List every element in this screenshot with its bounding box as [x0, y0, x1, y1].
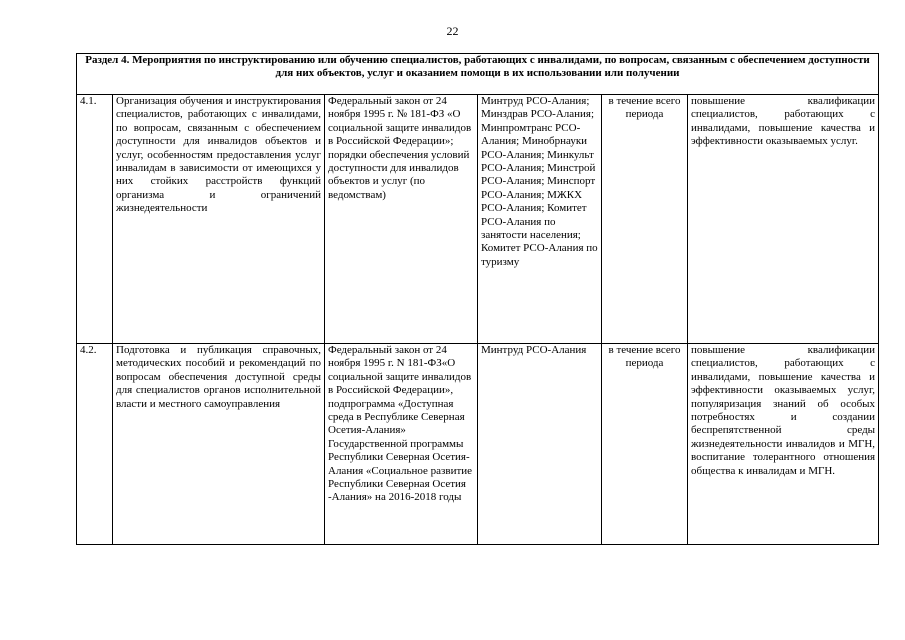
responsible-cell: Минтруд РСО-Алания — [478, 344, 602, 545]
period-cell: в течение всего периода — [602, 95, 688, 344]
page-number: 22 — [446, 24, 459, 38]
period-cell: в течение всего периода — [602, 344, 688, 545]
responsible-cell: Минтруд РСО-Алания; Минздрав РСО-Алания; Минпромтранс РСО-Алания; Минобрнауки РСО-Алания; Минкульт РСО-Алания; Минстрой РСО-Алания; Минспорт РСО-Алания; МЖКХ РСО-Алания; Комитет РСО-Алания по занятости населения; Комитет РСО-Алания по туризму — [478, 95, 602, 344]
table-row — [77, 95, 879, 344]
activity-cell: Организация обучения и инструктирования специалистов, работающих с инвалидами, по вопросам, связанным с обеспечением доступности для инвалидов объектов и услуг, особенностям предоставления услуг инвалидам в зависимости от имеющихся у них стойких расстройств функций организма и ограничений жизнедеятельности — [113, 95, 325, 344]
result-cell: повышение квалификации специалистов, работающих с инвалидами, повышение качества и эффективности оказываемых услуг, популяризация знаний об особых потребностях и создании беспрепятственной среды жизнедеятельности инвалидов и МГН, воспитание толерантного отношения общества к инвалидам и МГН. — [688, 344, 879, 545]
activity-cell: Подготовка и публикация справочных, методических пособий и рекомендаций по вопросам обеспечения доступной среды для специалистов органов исполнительной власти и местного самоуправления — [113, 344, 325, 545]
row-number: 4.1. — [77, 95, 113, 344]
row-number: 4.2. — [77, 344, 113, 545]
measures-table — [76, 53, 879, 545]
result-cell: повышение квалификации специалистов, работающих с инвалидами, повышение качества и эффективности оказываемых услуг. — [688, 95, 879, 344]
legal-basis-cell: Федеральный закон от 24 ноября 1995 г. № 181-ФЗ «О социальной защите инвалидов в Российской Федерации»; порядки обеспечения условий доступности для инвалидов объектов и услуг (по ведомствам) — [325, 95, 478, 344]
section-title: Раздел 4. Мероприятия по инструктированию или обучению специалистов, работающих с инвалидами, по вопросам, связанным с обеспечением доступности для них объектов, услуг и оказанием помощи в их использовании или получении — [77, 54, 879, 95]
legal-basis-cell: Федеральный закон от 24 ноября 1995 г. N 181-ФЗ«О социальной защите инвалидов в Российской Федерации», подпрограмма «Доступная среда в Республике Северная Осетия-Алания» Государственной программы Республики Северная Осетия-Алания «Социальное развитие Республики Северная Осетия -Алания» на 2016-2018 годы — [325, 344, 478, 545]
section-header-row — [77, 54, 879, 95]
table-row — [77, 344, 879, 545]
